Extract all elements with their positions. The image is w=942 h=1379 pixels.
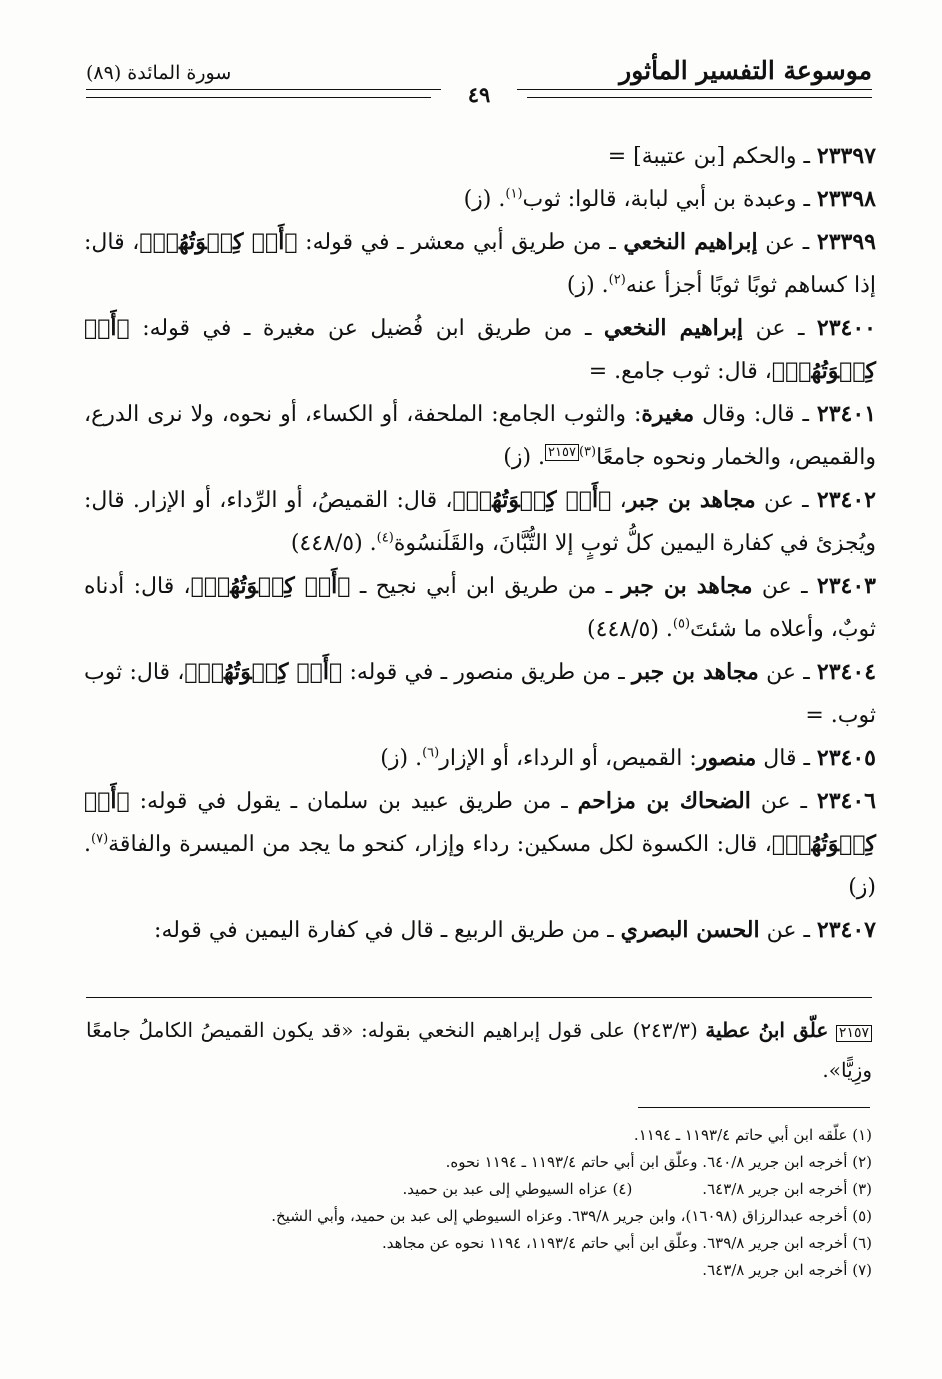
footnote: (٤) عزاه السيوطي إلى عبد بن حميد. [402, 1180, 633, 1198]
footnote: (٦) أخرجه ابن جرير ٦٣٩/٨. وعلّق ابن أبي حاتم ١١٩٣/٤، ١١٩٤ نحوه عن مجاهد. [382, 1234, 872, 1252]
athar-number: ٢٣٤٠٢ [816, 487, 876, 513]
entry-text: والحكم [بن عتيبة] = [607, 144, 797, 169]
footnotes [86, 1122, 872, 1284]
athar-entry: ٢٣٣٩٩ ـ عن إبراهيم النخعي ـ من طريق أبي معشر ـ في قوله: ﴿أَوۡ كِسۡوَتُهُمۡ﴾، قال: إذا كساهم ثوبًا ثوبًا أجزأ عنه$^{(٢)}$. (ز) [84, 229, 876, 298]
page-number: ٤٩ [441, 82, 517, 107]
entry-text: عن [757, 230, 796, 255]
entry-text: ، قال: القميصُ، أو الرِّداء، أو الإزار. قال: ويُجزئ في كفارة اليمين كلُّ ثوبٍ إلا التُّبَّانَ، والقَلَنسُوة [84, 488, 876, 556]
footnote: (١) علّقه ابن أبي حاتم ١١٩٣/٤ ـ ١١٩٤. [633, 1126, 872, 1144]
athar-number: ٢٣٤٠٧ [816, 917, 876, 943]
tarjih-ref: ٢١٥٧ [545, 444, 579, 461]
entry-text: . (ز) [84, 832, 876, 900]
footnote: (٢) أخرجه ابن جرير ٦٤٠/٨. وعلّق ابن أبي حاتم ١١٩٣/٤ ـ ١١٩٤ نحوه. [445, 1153, 872, 1171]
entry-text: ، قال: ثوب جامع. = [588, 359, 772, 384]
athar-entry: ٢٣٤٠٠ ـ عن إبراهيم النخعي ـ من طريق ابن فُضيل عن مغيرة ـ في قوله: ﴿أَوۡ كِسۡوَتُهُمۡ﴾، قال: ثوب جامع. = [84, 315, 876, 384]
footnote-ref: (٦) [422, 745, 440, 761]
narrator-name: الحسن البصري [620, 917, 760, 943]
athar-number: ٢٣٤٠١ [816, 401, 877, 427]
entry-text: عن [755, 488, 794, 513]
entry-text: عن [758, 660, 796, 685]
tarjih-note [86, 1010, 872, 1090]
entry-text: ـ من طريق منصور ـ في قوله: [342, 660, 632, 685]
entry-text: عن [752, 574, 792, 599]
footnote-row [86, 1176, 872, 1203]
narrator-name: مجاهد بن جبر [621, 573, 753, 599]
entry-text: . (ز) [566, 273, 609, 298]
athar-entry: ٢٣٤٠٦ ـ عن الضحاك بن مزاحم ـ من طريق عبيد بن سلمان ـ يقول في قوله: ﴿أَوۡ كِسۡوَتُهُمۡ﴾، قال: الكسوة لكل مسكين: رداء وإزار، كنحو ما يجد من الميسرة والفاقة$^{(٧)}$. (ز) [84, 788, 876, 900]
footnote-ref: (٥) [672, 616, 691, 632]
entry-text: . (٤٤٨/٥) [290, 531, 377, 556]
athar-number: ٢٣٣٩٩ [816, 229, 876, 255]
header-ornament-rule-right [527, 97, 872, 98]
entry-text: ، قال: ثوب ثوب. = [84, 660, 876, 728]
tarjih-number: ٢١٥٧ [836, 1025, 872, 1042]
entry-text: . (٤٤٨/٥) [587, 617, 673, 642]
footnote-ref: (٣) [578, 444, 597, 460]
footnote-ref: (٢) [608, 272, 626, 288]
entry-text: قال: وقال [694, 402, 795, 427]
surah-reference: سورة المائدة (٨٩) [86, 62, 232, 84]
entry-text: . (ز) [380, 746, 423, 771]
athar-number: ٢٣٤٠٦ [816, 788, 876, 814]
footnote-ref: (٧) [91, 831, 109, 847]
entry-text: . (ز) [463, 187, 506, 212]
athar-entry: ٢٣٤٠٤ ـ عن مجاهد بن جبر ـ من طريق منصور ـ في قوله: ﴿أَوۡ كِسۡوَتُهُمۡ﴾، قال: ثوب ثوب. = [84, 659, 877, 728]
athar-number: ٢٣٤٠٣ [816, 573, 876, 599]
quran-verse: ﴿أَوۡ كِسۡوَتُهُمۡ﴾ [84, 315, 876, 384]
entry-text: عن [759, 918, 797, 943]
athar-entry: ٢٣٤٠١ ـ قال: وقال مغيرة: والثوب الجامع: الملحفة، أو الكساء، أو نحوه، ولا نرى الدرع، والقميص، والخمار ونحوه جامعًا$^{(٣)}$٢١٥٧. (ز) [84, 401, 877, 470]
athar-entry: ٢٣٣٩٨ ـ وعبدة بن أبي لبابة، قالوا: ثوب$^{(١)}$. (ز) [463, 186, 876, 212]
entry-text: قال [756, 746, 797, 771]
footnote: (٥) أخرجه عبدالرزاق (١٦٠٩٨)، وابن جرير ٦٣٩/٨. وعزاه السيوطي إلى عبد بن حميد، وأبي الشيخ. [271, 1207, 872, 1225]
tarjih-text [86, 1010, 872, 1090]
narrator-name: إبراهيم النخعي [603, 315, 744, 341]
athar-entry: ٢٣٣٩٧ ـ والحكم [بن عتيبة] = [607, 143, 876, 169]
entry-text: : القميص، أو الرداء، أو الإزار [439, 746, 697, 771]
narrator-name: مغيرة [641, 401, 695, 427]
athar-number: ٢٣٣٩٨ [816, 186, 876, 212]
entry-text: ـ من طريق أبي معشر ـ في قوله: [297, 230, 624, 255]
main-text [84, 135, 876, 952]
athar-entry: ٢٣٤٠٢ ـ عن مجاهد بن جبر، ﴿أَوۡ كِسۡوَتُهُمۡ﴾، قال: القميصُ، أو الرِّداء، أو الإزار. قال: ويُجزئ في كفارة اليمين كلُّ ثوبٍ إلا التُّبَّانَ، والقَلَنسُوة$^{(٤)}$. (٤٤٨/٥) [84, 487, 876, 556]
entry-text: ، [611, 488, 627, 513]
footnote-ref: (١) [505, 186, 523, 202]
athar-entry: ٢٣٤٠٣ ـ عن مجاهد بن جبر ـ من طريق ابن أبي نجيح ـ ﴿أَوۡ كِسۡوَتُهُمۡ﴾، قال: أدناه ثوبٌ، وأعلاه ما شئتَ$^{(٥)}$. (٤٤٨/٥) [84, 573, 876, 642]
athar-entry: ٢٣٤٠٧ ـ عن الحسن البصري ـ من طريق الربيع ـ قال في كفارة اليمين في قوله: [154, 917, 876, 943]
footnote: (٧) أخرجه ابن جرير ٦٤٣/٨. [702, 1261, 872, 1279]
narrator-name: الضحاك بن مزاحم [577, 788, 751, 814]
athar-number: ٢٣٤٠٥ [816, 745, 876, 771]
entry-text: ـ من طريق ابن فُضيل عن مغيرة ـ في قوله: [129, 316, 604, 341]
header-ornament-rule-left [86, 97, 431, 98]
narrator-name: إبراهيم النخعي [623, 229, 758, 255]
entry-text: ـ من طريق ابن أبي نجيح ـ [350, 574, 622, 599]
entry-text: ، قال: الكسوة لكل مسكين: رداء وإزار، كنحو ما يجد من الميسرة والفاقة [108, 832, 772, 857]
entry-text: . (ز) [503, 445, 546, 470]
quran-verse: ﴿أَوۡ كِسۡوَتُهُمۡ﴾ [184, 659, 343, 685]
entry-text: (٢٤٣/٣) على قول إبراهيم النخعي بقوله: «قد يكون القميصُ الكاملُ جامعًا وزِيًّا». [86, 1018, 872, 1082]
page-header [86, 56, 872, 116]
entry-text: عن [743, 316, 786, 341]
athar-number: ٢٣٤٠٤ [816, 659, 877, 685]
entry-text: : والثوب الجامع: الملحفة، أو الكساء، أو نحوه، ولا نرى الدرع، والقميص، والخمار ونحوه جامعًا [84, 402, 876, 470]
quran-verse: ﴿أَوۡ كِسۡوَتُهُمۡ﴾ [84, 788, 876, 857]
entry-text: ـ من طريق عبيد بن سلمان ـ يقول في قوله: [129, 789, 578, 814]
athar-number: ٢٣٤٠٠ [816, 315, 876, 341]
narrator-name: مجاهد بن جبر [626, 487, 756, 513]
entry-text: ، قال: إذا كساهم ثوبًا ثوبًا أجزأ عنه [84, 230, 876, 298]
narrator-name: منصور [696, 745, 757, 771]
entry-text: ، قال: أدناه ثوبٌ، وأعلاه ما شئتَ [84, 574, 876, 642]
tarjih-separator [86, 997, 872, 998]
quran-verse: ﴿أَوۡ كِسۡوَتُهُمۡ﴾ [452, 487, 612, 513]
entry-text: ـ من طريق الربيع ـ قال في كفارة اليمين في قوله: [154, 918, 621, 943]
narrator-name: مجاهد بن جبر [631, 659, 759, 685]
footnote-ref: (٤) [376, 530, 394, 546]
quran-verse: ﴿أَوۡ كِسۡوَتُهُمۡ﴾ [139, 229, 298, 255]
athar-entry: ٢٣٤٠٥ ـ قال منصور: القميص، أو الرداء، أو الإزار$^{(٦)}$. (ز) [380, 745, 876, 771]
footnote: (٣) أخرجه ابن جرير ٦٤٣/٨. [702, 1180, 872, 1198]
narrator-name: علّق ابنُ عطية [705, 1018, 829, 1042]
entry-text: وعبدة بن أبي لبابة، قالوا: ثوب [522, 187, 797, 212]
quran-verse: ﴿أَوۡ كِسۡوَتُهُمۡ﴾ [190, 573, 351, 599]
athar-number: ٢٣٣٩٧ [816, 143, 876, 169]
book-title: موسوعة التفسير المأثور [619, 56, 872, 85]
footnote-separator [638, 1107, 870, 1108]
entry-text: عن [750, 789, 791, 814]
